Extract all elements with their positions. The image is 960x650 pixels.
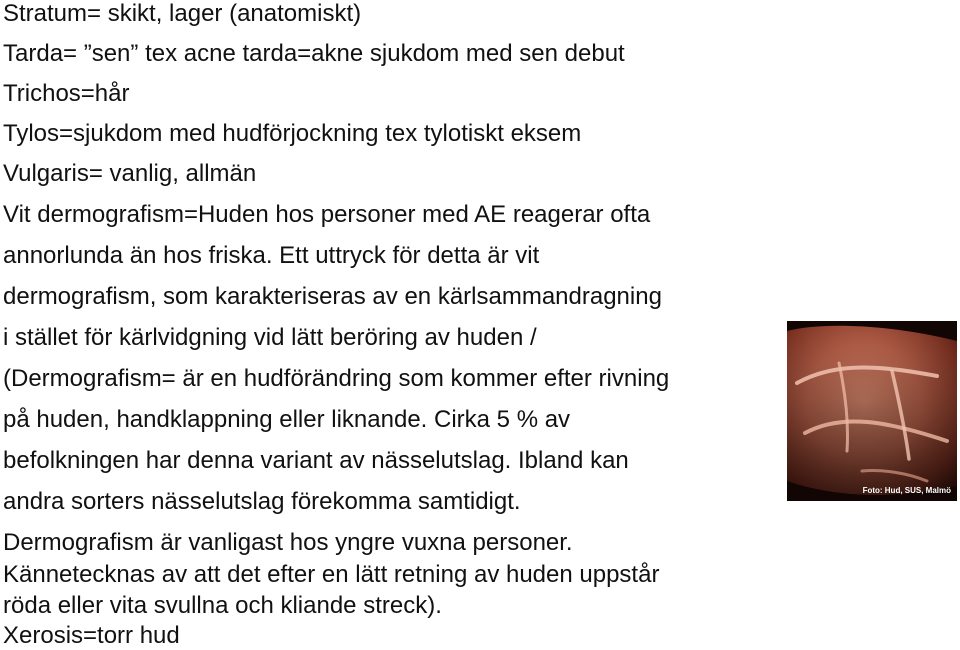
text-line-xerosis: Xerosis=torr hud <box>3 622 180 649</box>
text-line-vulgaris: Vulgaris= vanlig, allmän <box>3 160 257 187</box>
text-line-paragraph-3: dermografism, som karakteriseras av en kärlsammandragning <box>3 283 662 310</box>
photo-credit: Foto: Hud, SUS, Malmö <box>862 486 951 495</box>
text-line-paragraph-10: Kännetecknas av att det efter en lätt retning av huden uppstår <box>3 561 660 588</box>
skin-arm-illustration <box>787 321 957 501</box>
text-line-paragraph-9: Dermografism är vanligast hos yngre vuxna personer. <box>3 529 573 556</box>
text-line-tarda: Tarda= ”sen” tex acne tarda=akne sjukdom med sen debut <box>3 40 625 67</box>
text-line-paragraph-7: befolkningen har denna variant av nässelutslag. Ibland kan <box>3 447 629 474</box>
text-line-paragraph-6: på huden, handklappning eller liknande. Cirka 5 % av <box>3 406 571 433</box>
text-line-trichos: Trichos=hår <box>3 80 130 107</box>
dermographism-photo <box>787 321 957 501</box>
text-line-paragraph-11: röda eller vita svullna och kliande streck). <box>3 592 442 619</box>
text-line-vit-dermografism: Vit dermografism=Huden hos personer med AE reagerar ofta <box>3 201 651 228</box>
text-line-paragraph-8: andra sorters nässelutslag förekomma samtidigt. <box>3 488 521 515</box>
text-line-stratum: Stratum= skikt, lager (anatomiskt) <box>3 0 362 27</box>
text-line-paragraph-4: i stället för kärlvidgning vid lätt beröring av huden / <box>3 324 537 351</box>
text-line-paragraph-5: (Dermografism= är en hudförändring som kommer efter rivning <box>3 365 670 392</box>
text-line-tylos: Tylos=sjukdom med hudförjockning tex tylotiskt eksem <box>3 120 582 147</box>
text-line-paragraph-2: annorlunda än hos friska. Ett uttryck för detta är vit <box>3 242 540 269</box>
